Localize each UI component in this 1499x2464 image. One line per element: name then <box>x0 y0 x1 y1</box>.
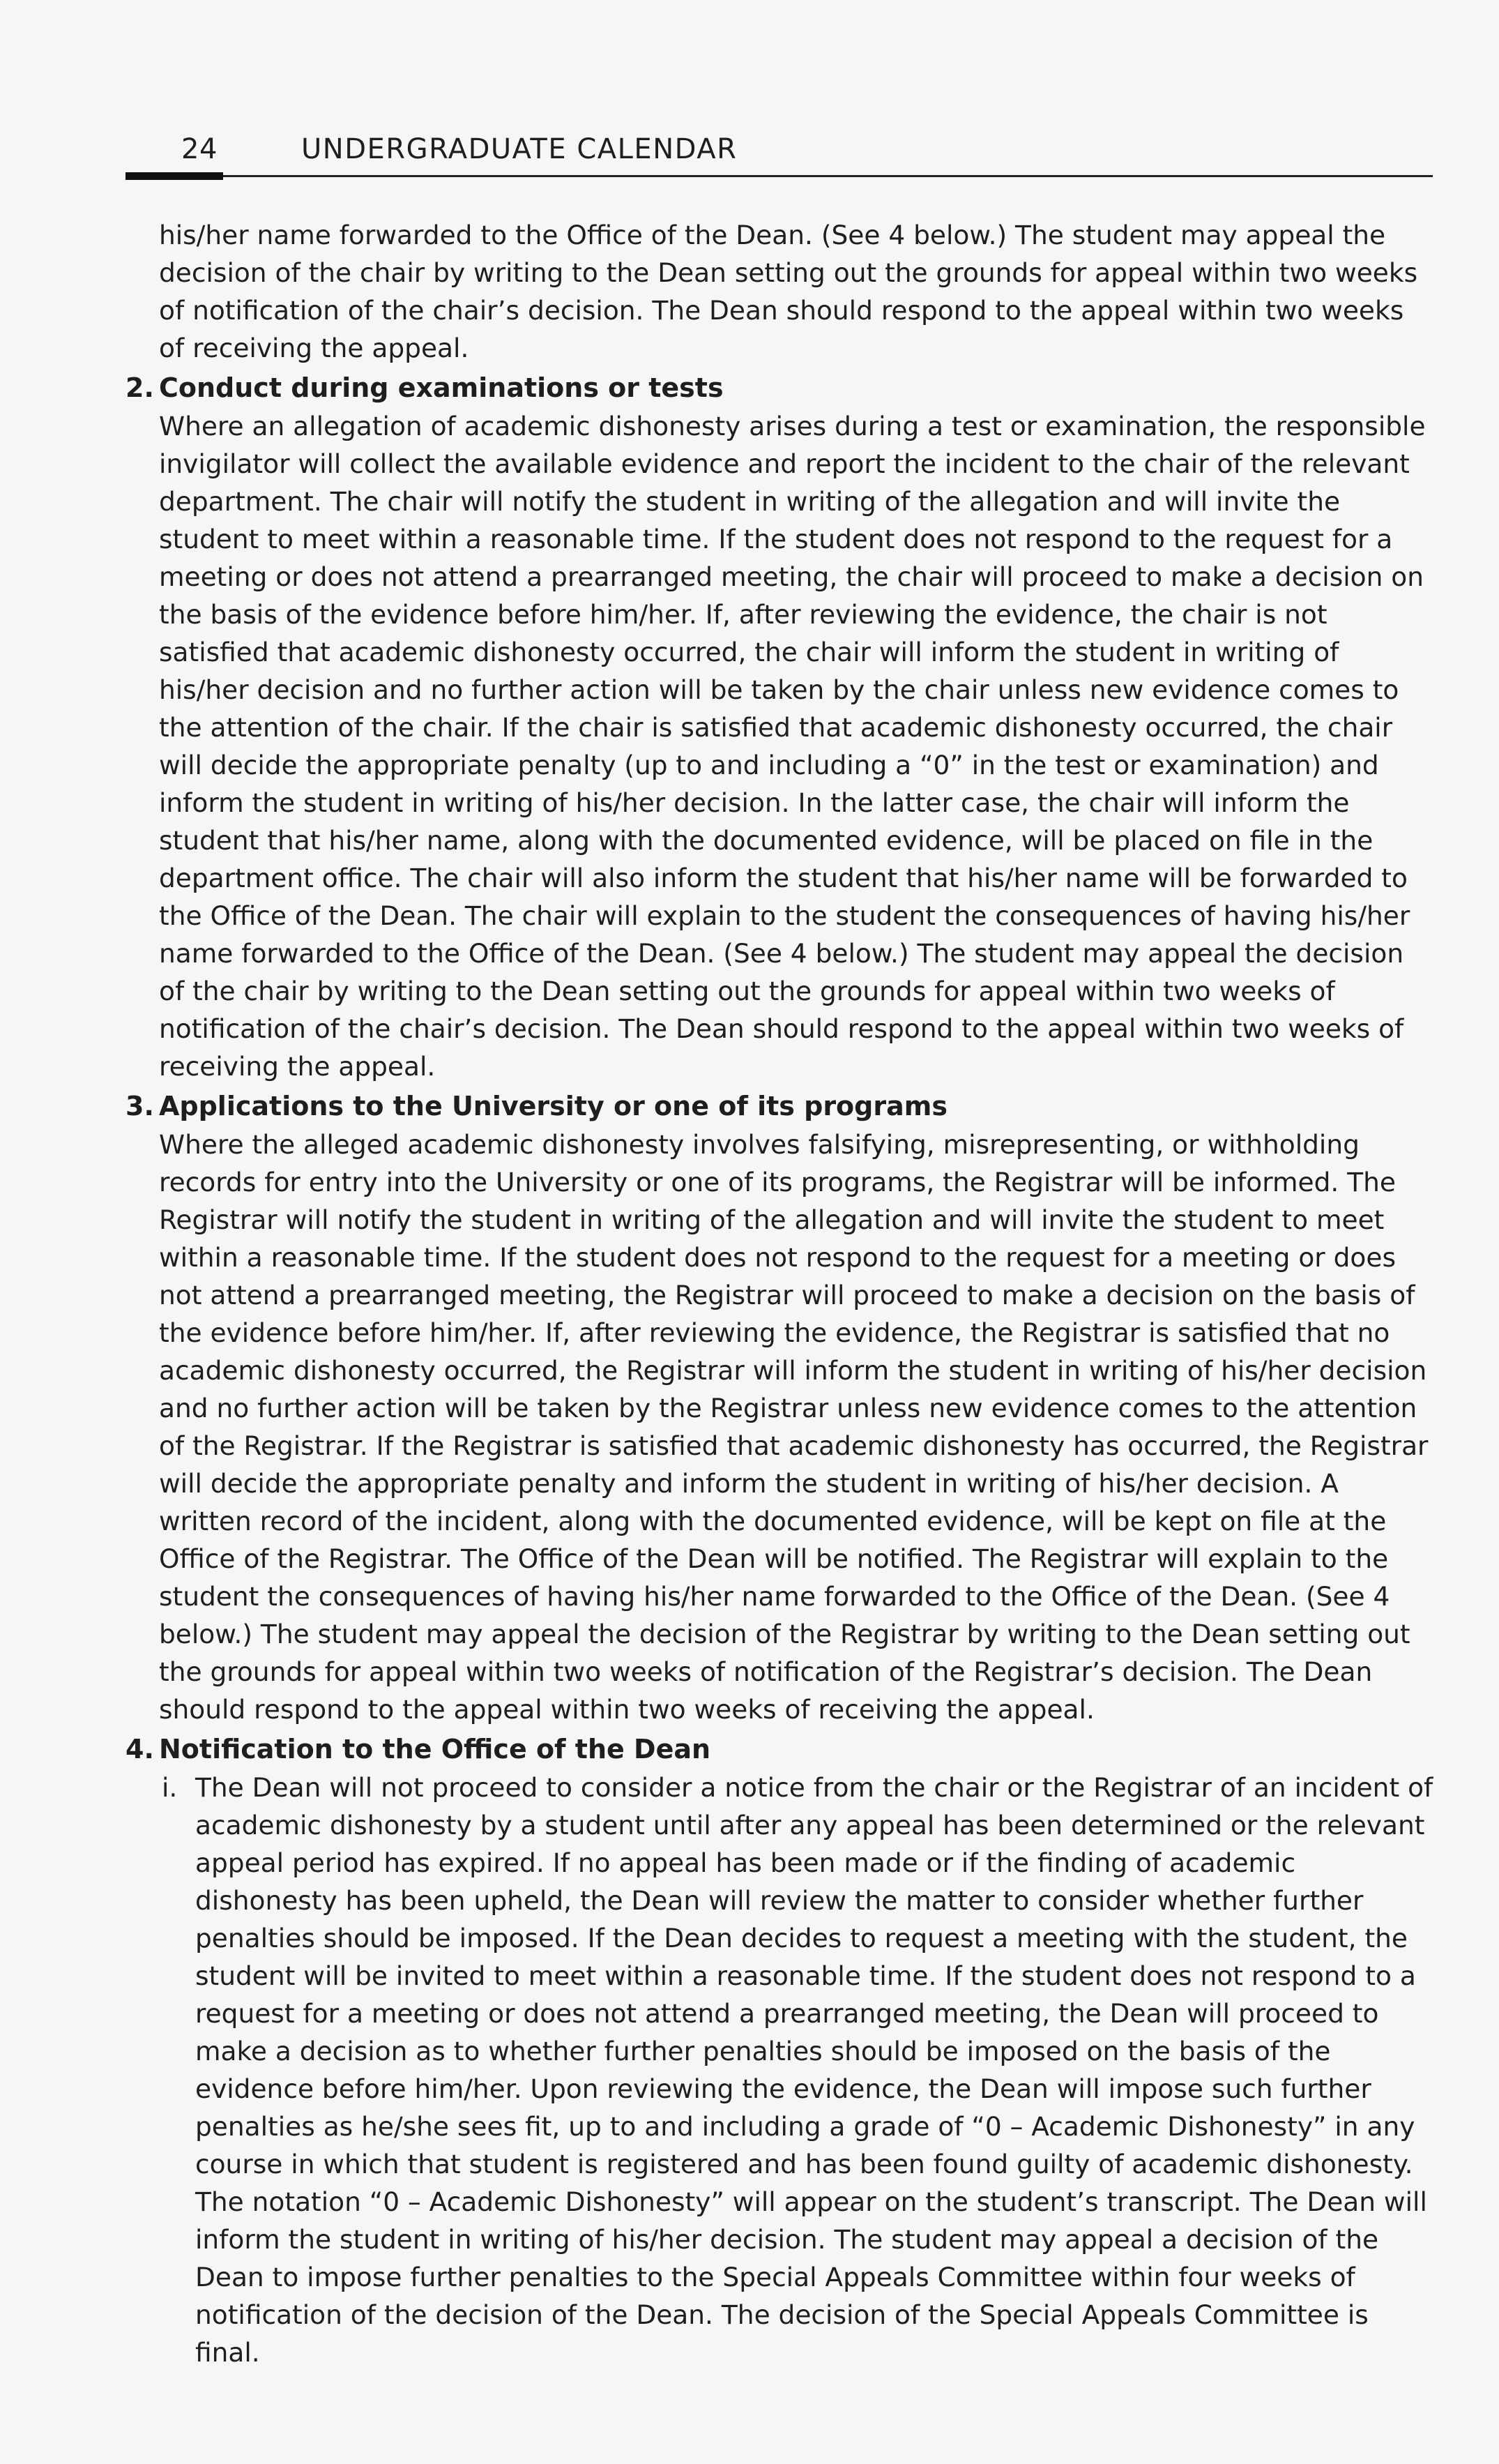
section-number: 2. <box>125 372 154 403</box>
section-title: Notification to the Office of the Dean <box>159 1734 711 1764</box>
section-body: Where an allegation of academic dishonesty arises during a test or examination, the responsible invigilator will collect the available evidence and report the incident to the chair of the relevant department. The chair will notify the student in writing of the allegation and will invite the student to meet within a reasonable time. If the student does not respond to the request for a meeting or does not attend a prearranged meeting, the chair will proceed to make a decision on the basis of the evidence before him/her. If, after reviewing the evidence, the chair is not satisfied that academic dishonesty occurred, the chair will inform the student in writing of his/her decision and no further action will be taken by the chair unless new evidence comes to the attention of the chair. If the chair is satisfied that academic dishonesty occurred, the chair will decide the appropriate penalty (up to and including a “0” in the test or examination) and inform the student in writing of his/her decision. In the latter case, the chair will inform the student that his/her name, along with the documented evidence, will be placed on file in the department office. The chair will also inform the student that his/her name will be forwarded to the Office of the Dean. The chair will explain to the student the consequences of having his/her name forwarded to the Office of the Dean. (See 4 below.) The student may appeal the decision of the chair by writing to the Dean setting out the grounds for appeal within two weeks of notification of the chair’s decision. The Dean should respond to the appeal within two weeks of receiving the appeal. <box>159 411 1426 1082</box>
section-title: Conduct during examinations or tests <box>159 372 724 403</box>
header-rule <box>125 175 1433 177</box>
section-3 <box>125 1087 1436 1728</box>
document-body <box>125 216 1436 2371</box>
header-rule-accent <box>125 172 223 180</box>
page-header <box>125 129 1433 178</box>
running-title: UNDERGRADUATE CALENDAR <box>301 133 738 165</box>
section-number: 3. <box>125 1091 154 1121</box>
list-item-body: The Dean will not proceed to consider a notice from the chair or the Registrar of an incident of academic dishonesty by a student until after any appeal has been determined or the relevant appeal period has expired. If no appeal has been made or if the finding of academic dishonesty has been upheld, the Dean will review the matter to consider whether further penalties should be imposed. If the Dean decides to request a meeting with the student, the student will be invited to meet within a reasonable time. If the student does not respond to a request for a meeting or does not attend a prearranged meeting, the Dean will proceed to make a decision as to whether further penalties should be imposed on the basis of the evidence before him/her. Upon reviewing the evidence, the Dean will impose such further penalties as he/she sees fit, up to and including a grade of “0 – Academic Dishonesty” in any course in which that student is registered and has been found guilty of academic dishonesty. The notation “0 – Academic Dishonesty” will appear on the student’s transcript. The Dean will inform the student in writing of his/her decision. The student may appeal a decision of the Dean to impose further penalties to the Special Appeals Committee within four weeks of notification of the decision of the Dean. The decision of the Special Appeals Committee is final. <box>195 1772 1433 2368</box>
list-marker: i. <box>162 1772 178 1803</box>
section-heading <box>125 1730 1436 1769</box>
section-body: Where the alleged academic dishonesty involves falsifying, misrepresenting, or withholding records for entry into the University or one of its programs, the Registrar will be informed. The Registrar will notify the student in writing of the allegation and will invite the student to meet within a reasonable time. If the student does not respond to the request for a meeting or does not attend a prearranged meeting, the Registrar will proceed to make a decision on the basis of the evidence before him/her. If, after reviewing the evidence, the Registrar is satisfied that no academic dishonesty occurred, the Registrar will inform the student in writing of his/her decision and no further action will be taken by the Registrar unless new evidence comes to the attention of the Registrar. If the Registrar is satisfied that academic dishonesty has occurred, the Registrar will decide the appropriate penalty and inform the student in writing of his/her decision. A written record of the incident, along with the documented evidence, will be kept on file at the Office of the Registrar. The Office of the Dean will be notified. The Registrar will explain to the student the consequences of having his/her name forwarded to the Office of the Dean. (See 4 below.) The student may appeal the decision of the Registrar by writing to the Dean setting out the grounds for appeal within two weeks of notification of the Registrar’s decision. The Dean should respond to the appeal within two weeks of receiving the appeal. <box>159 1129 1429 1725</box>
section-title: Applications to the University or one of its programs <box>159 1091 948 1121</box>
section-number: 4. <box>125 1734 154 1764</box>
section-heading <box>125 1087 1436 1126</box>
section-4 <box>125 1730 1436 2371</box>
list-item <box>125 1769 1436 2371</box>
continuation-paragraph: his/her name forwarded to the Office of the Dean. (See 4 below.) The student may appeal the decision of the chair by writing to the Dean setting out the grounds for appeal within two weeks of notification of the chair’s decision. The Dean should respond to the appeal within two weeks of receiving the appeal. <box>159 220 1418 363</box>
section-heading <box>125 368 1436 407</box>
section-2 <box>125 368 1436 1085</box>
page-number: 24 <box>181 133 218 165</box>
